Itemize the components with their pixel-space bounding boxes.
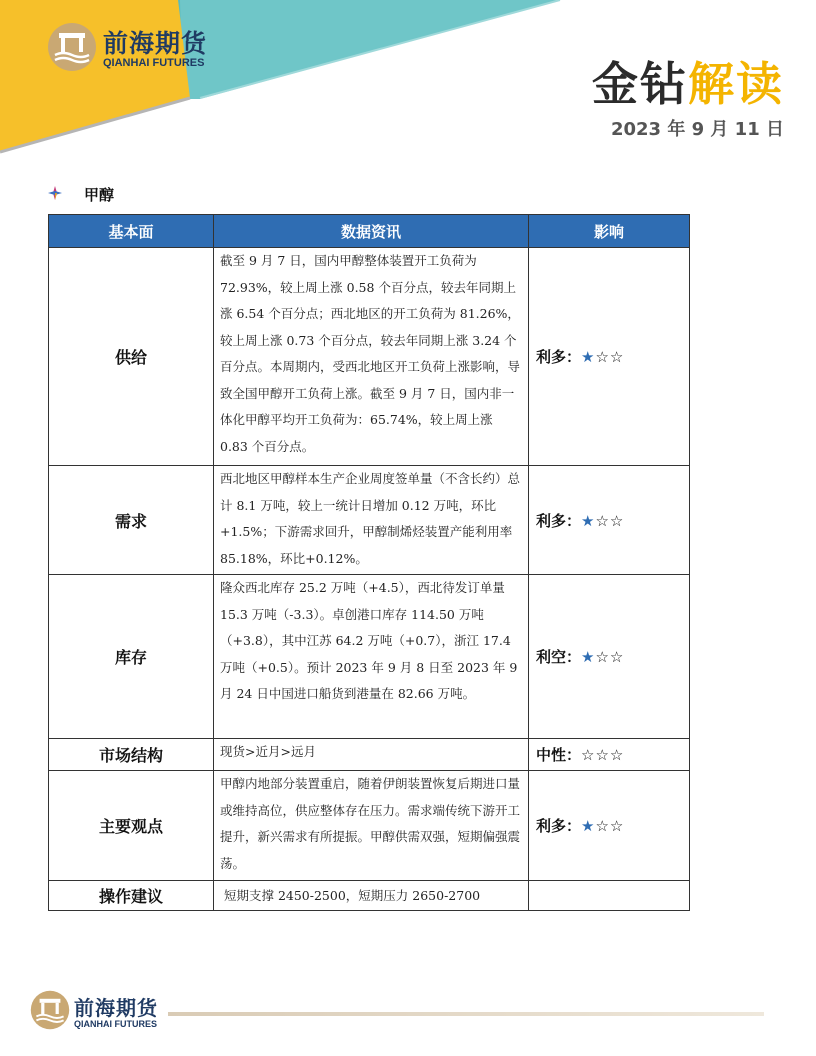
star-rating	[581, 512, 624, 530]
table-row-inventory	[49, 575, 690, 739]
header-impact: 影响	[529, 215, 690, 248]
impact-label: 利多：	[536, 348, 582, 366]
info-cell: 隆众西北库存 25.2 万吨（+4.5），西北待发订单量 15.3 万吨（-3.3）。卓创港口库存 114.50 万吨（+3.8），其中江苏 64.2 万吨（+0.7），浙江 17.4 万吨（+0.5）。预计 2023 年 9 月 8 日至 2023 年 9 月 24 日中国进口船货到港量在 82.66 万吨。	[214, 575, 529, 739]
star-empty-icon: ☆	[595, 511, 610, 530]
star-rating	[581, 648, 624, 666]
table-header-row	[49, 215, 690, 248]
diamond-bullet-icon	[48, 186, 62, 204]
section-heading	[48, 184, 114, 205]
logo-cn-text: 前海期货	[103, 29, 208, 58]
category-cell: 操作建议	[49, 881, 214, 911]
info-cell: 甲醇内地部分装置重启，随着伊朗装置恢复后期进口量或维持高位，供应整体存在压力。需求端传统下游开工提升，新兴需求有所提振。甲醇供需双强，短期偏强震荡。	[214, 771, 529, 881]
star-filled-icon: ★	[581, 648, 596, 666]
star-rating	[581, 746, 624, 764]
logo-emblem-icon	[47, 22, 97, 72]
star-empty-icon: ☆	[581, 746, 596, 764]
category-cell: 供给	[49, 248, 214, 466]
star-empty-icon: ☆	[609, 511, 625, 530]
impact-label: 利多：	[536, 511, 582, 530]
info-cell: 西北地区甲醇样本生产企业周度签单量（不含长约）总计 8.1 万吨，较上一统计日增加 0.12 万吨，环比+1.5%；下游需求回升，甲醇制烯烃装置产能利用率 85.18%，环比+0.12%。	[214, 466, 529, 575]
star-empty-icon: ☆	[595, 348, 610, 366]
info-cell: 截至 9 月 7 日，国内甲醇整体装置开工负荷为 72.93%，较上周上涨 0.58 个百分点，较去年同期上涨 6.54 个百分点；西北地区的开工负荷为 81.26%，较上周上涨 0.73 个百分点，较去年同期上涨 3.24 个百分点。本周期内，受西北地区开工负荷上涨影响，导致全国甲醇开工负荷上涨。截至 9 月 7 日，国内非一体化甲醇平均开工负荷为：65.74%，较上周上涨 0.83 个百分点。	[214, 248, 529, 466]
table-row-demand	[49, 466, 690, 575]
table-row-main-view	[49, 771, 690, 881]
footer-logo-en-text: QIANHAI FUTURES	[74, 1019, 157, 1029]
footer-divider	[168, 1012, 764, 1016]
impact-cell	[529, 248, 690, 466]
info-cell: 现货>近月>远月	[214, 739, 529, 771]
category-cell: 市场结构	[49, 739, 214, 771]
star-rating	[581, 348, 624, 366]
star-filled-icon: ★	[581, 511, 596, 530]
impact-cell	[529, 575, 690, 739]
impact-label: 中性：	[536, 746, 582, 764]
impact-cell	[529, 881, 690, 911]
table-row-operation	[49, 881, 690, 911]
header-data-info: 数据资讯	[214, 215, 529, 248]
info-cell: 短期支撑 2450-2500，短期压力 2650-2700	[214, 881, 529, 911]
report-title-part2: 解读	[688, 57, 784, 111]
star-empty-icon: ☆	[609, 746, 625, 764]
table-row-market-structure	[49, 739, 690, 771]
logo-en-text: QIANHAI FUTURES	[103, 57, 205, 69]
impact-cell	[529, 739, 690, 771]
star-filled-icon: ★	[581, 348, 596, 366]
table-row-supply	[49, 248, 690, 466]
star-empty-icon: ☆	[595, 746, 610, 764]
star-empty-icon: ☆	[595, 648, 610, 666]
star-empty-icon: ☆	[595, 817, 610, 835]
category-cell: 库存	[49, 575, 214, 739]
report-date: 2023 年 9 月 11 日	[610, 119, 784, 140]
fundamentals-table	[48, 214, 690, 911]
footer-logo-cn-text: 前海期货	[74, 996, 158, 1020]
star-empty-icon: ☆	[609, 817, 625, 835]
star-filled-icon: ★	[581, 817, 596, 835]
impact-label: 利空：	[536, 648, 582, 666]
footer-logo	[30, 990, 170, 1034]
header-fundamentals: 基本面	[49, 215, 214, 248]
star-rating	[581, 817, 624, 835]
star-empty-icon: ☆	[609, 648, 625, 666]
company-logo	[47, 22, 222, 74]
report-title-part1: 金钻	[592, 57, 688, 111]
star-empty-icon: ☆	[609, 348, 625, 366]
section-title: 甲醇	[84, 186, 115, 204]
category-cell: 需求	[49, 466, 214, 575]
impact-cell	[529, 466, 690, 575]
impact-label: 利多：	[536, 817, 582, 835]
category-cell: 主要观点	[49, 771, 214, 881]
impact-cell	[529, 771, 690, 881]
report-title	[592, 48, 784, 114]
logo-emblem-icon	[30, 990, 70, 1030]
